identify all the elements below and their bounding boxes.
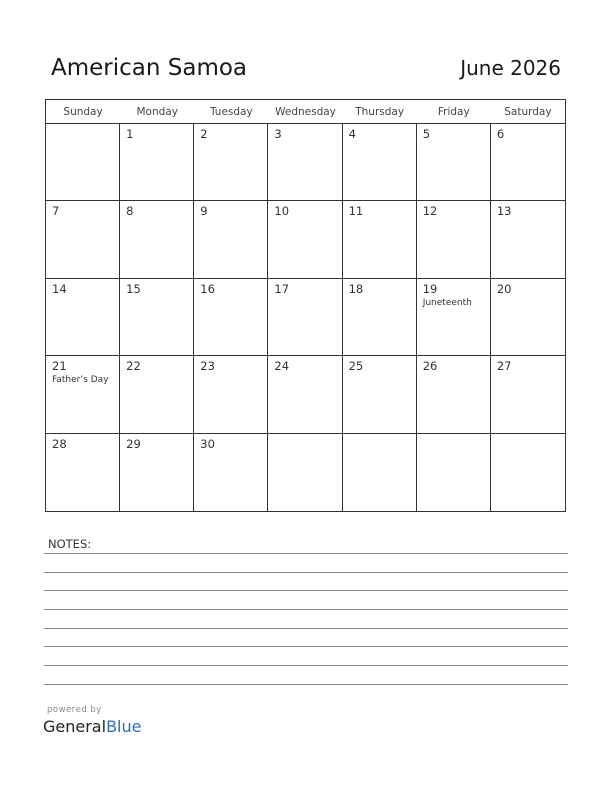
weekday-header: Monday xyxy=(120,100,194,124)
day-number: 7 xyxy=(52,204,60,219)
day-cell[interactable] xyxy=(343,356,417,433)
holiday-label: Father’s Day xyxy=(52,375,109,386)
day-cell[interactable] xyxy=(268,124,342,201)
day-cell[interactable] xyxy=(491,279,565,356)
calendar-month: June 2026 xyxy=(460,56,561,80)
day-number: 15 xyxy=(126,281,141,296)
notes-line xyxy=(44,646,568,647)
brand-name-general: General xyxy=(43,717,107,736)
day-cell[interactable] xyxy=(343,279,417,356)
day-cell[interactable] xyxy=(343,124,417,201)
day-cell[interactable] xyxy=(194,124,268,201)
day-number: 14 xyxy=(52,281,67,296)
brand-logo[interactable] xyxy=(43,717,141,736)
day-cell[interactable] xyxy=(343,434,417,511)
day-cell[interactable] xyxy=(268,279,342,356)
day-number: 27 xyxy=(496,359,512,374)
notes-line xyxy=(44,665,568,666)
day-cell[interactable] xyxy=(194,356,268,433)
day-number: 5 xyxy=(422,127,431,141)
day-cell[interactable] xyxy=(194,434,268,511)
notes-line xyxy=(44,572,568,573)
day-number: 19 xyxy=(422,281,438,296)
notes-line xyxy=(44,609,568,610)
day-number: 25 xyxy=(348,359,364,374)
day-cell[interactable] xyxy=(46,124,120,201)
day-number: 16 xyxy=(200,281,215,296)
notes-line xyxy=(44,590,568,591)
day-number: 28 xyxy=(52,436,67,451)
brand-name-blue: Blue xyxy=(106,717,142,736)
day-cell[interactable] xyxy=(120,434,194,511)
weekday-header: Friday xyxy=(417,100,491,124)
day-number: 1 xyxy=(126,127,134,141)
day-cell[interactable] xyxy=(417,279,491,356)
day-number: 9 xyxy=(200,204,208,219)
day-cell[interactable] xyxy=(46,279,120,356)
day-number: 20 xyxy=(496,281,512,296)
weekday-header: Saturday xyxy=(491,100,565,124)
day-number: 4 xyxy=(348,127,356,141)
day-cell[interactable] xyxy=(417,434,491,511)
day-number: 17 xyxy=(274,281,290,296)
notes-label: NOTES: xyxy=(48,537,92,551)
day-cell[interactable] xyxy=(194,201,268,278)
day-cell[interactable] xyxy=(46,434,120,511)
powered-by-text: powered by xyxy=(47,705,102,715)
day-number: 6 xyxy=(496,127,505,141)
day-cell[interactable] xyxy=(268,356,342,433)
day-cell[interactable] xyxy=(491,356,565,433)
day-number: 24 xyxy=(274,359,290,374)
day-number: 8 xyxy=(126,204,134,219)
day-cell[interactable] xyxy=(417,124,491,201)
day-cell[interactable] xyxy=(417,356,491,433)
notes-line xyxy=(44,684,568,685)
day-cell[interactable] xyxy=(120,124,194,201)
day-number: 30 xyxy=(200,436,215,451)
day-number: 11 xyxy=(348,204,364,219)
day-cell[interactable] xyxy=(120,279,194,356)
day-number: 3 xyxy=(274,127,282,141)
notes-line xyxy=(44,628,568,629)
day-number: 21 xyxy=(52,359,67,374)
day-cell[interactable] xyxy=(268,434,342,511)
notes-line xyxy=(44,553,568,554)
calendar-title: American Samoa xyxy=(51,55,248,81)
day-cell[interactable] xyxy=(46,356,120,433)
day-cell[interactable] xyxy=(194,279,268,356)
day-number: 23 xyxy=(200,359,215,374)
weekday-header: Sunday xyxy=(46,100,120,124)
day-cell[interactable] xyxy=(120,356,194,433)
day-number: 12 xyxy=(422,204,438,219)
day-number: 26 xyxy=(422,359,438,374)
calendar-grid xyxy=(45,99,566,512)
day-cell[interactable] xyxy=(268,201,342,278)
day-number: 29 xyxy=(126,436,141,451)
day-cell[interactable] xyxy=(120,201,194,278)
day-number: 2 xyxy=(200,127,208,141)
day-cell[interactable] xyxy=(343,201,417,278)
day-cell[interactable] xyxy=(491,434,565,511)
day-cell[interactable] xyxy=(491,201,565,278)
day-number: 22 xyxy=(126,359,141,374)
day-cell[interactable] xyxy=(491,124,565,201)
weekday-header: Thursday xyxy=(343,100,417,124)
day-cell[interactable] xyxy=(46,201,120,278)
day-number: 10 xyxy=(274,204,290,219)
holiday-label: Juneteenth xyxy=(422,297,472,308)
day-number: 18 xyxy=(348,281,364,296)
day-number: 13 xyxy=(496,204,512,219)
day-cell[interactable] xyxy=(417,201,491,278)
weekday-header: Tuesday xyxy=(194,100,268,124)
weekday-header: Wednesday xyxy=(268,100,342,124)
